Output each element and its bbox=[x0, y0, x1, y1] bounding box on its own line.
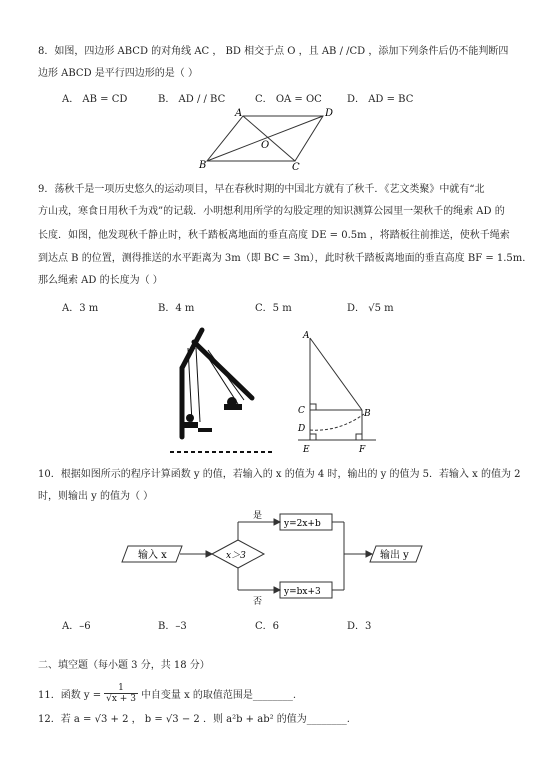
q8-option-c: C． OA = OC bbox=[255, 94, 322, 105]
q9-label-d: D bbox=[298, 424, 306, 434]
q11-suffix: 中自变量 x 的取值范围是________. bbox=[140, 689, 297, 701]
q8-option-b: B． AD / / BC bbox=[158, 94, 226, 105]
q9-geometry-figure bbox=[294, 330, 379, 458]
q9-line-4: 到达点 B 的位置，测得推送的水平距离为 3m（即 BC = 3m），此时秋千踏板离地面的垂直高度 BF = 1.5m． bbox=[38, 253, 533, 264]
q9-label-e: E bbox=[303, 445, 310, 455]
q8-option-d: D． AD = BC bbox=[347, 94, 414, 105]
q10-option-c: C．6 bbox=[255, 621, 280, 632]
flow-output-label: 输出 y bbox=[380, 550, 409, 561]
q11-prefix: 11．函数 y = bbox=[38, 689, 102, 701]
flow-condition-label: x＞3 bbox=[226, 551, 246, 561]
q10-line-1: 10．根据如图所示的程序计算函数 y 的值，若输入的 x 的值为 4 时，输出的 y 的值为 5．若输入 x 的值为 2 bbox=[38, 469, 521, 480]
q9-swing-illustration bbox=[168, 322, 278, 458]
q11-numerator: 1 bbox=[118, 682, 124, 693]
q11-line bbox=[38, 681, 296, 705]
q9-option-a: A．3 m bbox=[62, 303, 99, 314]
q8-label-c: C bbox=[292, 162, 300, 172]
q10-flowchart bbox=[118, 510, 428, 606]
q9-label-f: F bbox=[359, 445, 366, 455]
q9-label-b: B bbox=[364, 409, 371, 419]
q9-option-b: B．4 m bbox=[158, 303, 195, 314]
q8-option-a: A． AB = CD bbox=[62, 94, 128, 105]
q11-fraction bbox=[104, 683, 138, 704]
q10-option-d: D．3 bbox=[347, 621, 372, 632]
q9-option-d: D． √5 m bbox=[347, 303, 394, 314]
q8-line-1: 8．如图，四边形 ABCD 的对角线 AC ， BD 相交于点 O ，且 AB / /CD ，添加下列条件后仍不能判断四 bbox=[38, 46, 509, 57]
q10-option-b: B．–3 bbox=[158, 621, 187, 632]
flow-yes-label: 是 bbox=[253, 511, 263, 521]
q8-label-d: D bbox=[325, 108, 334, 119]
q9-label-c: C bbox=[298, 406, 305, 416]
q10-line-2: 时，则输出 y 的值为（ ） bbox=[38, 491, 154, 502]
q8-parallelogram-figure bbox=[195, 104, 345, 172]
q12-line: 12．若 a = √3 + 2 ， b = √3 − 2 ．则 a²b + ab² 的值为________. bbox=[38, 714, 350, 725]
flow-yes-formula: y=2x+b bbox=[284, 519, 321, 529]
q9-line-2: 方山戎，寒食日用秋千为戏”的记载．小明想利用所学的勾股定理的知识测算公园里一架秋千的绳索 AD 的 bbox=[38, 206, 505, 217]
q11-denominator: √x + 3 bbox=[106, 693, 136, 704]
flow-no-formula: y=bx+3 bbox=[284, 587, 321, 597]
q8-label-b: B bbox=[199, 160, 207, 171]
q9-option-c: C．5 m bbox=[255, 303, 292, 314]
section-2-title: 二、填空题（每小题 3 分，共 18 分） bbox=[38, 660, 210, 671]
q10-option-a: A．–6 bbox=[62, 621, 91, 632]
flow-input-label: 输入 x bbox=[138, 550, 167, 561]
q9-line-3: 长度．如图，他发现秋千静止时，秋千踏板离地面的垂直高度 DE = 0.5m ，将踏板往前推送，使秋千绳索 bbox=[38, 230, 510, 241]
flow-no-label: 否 bbox=[253, 597, 263, 606]
q8-label-o: O bbox=[261, 140, 270, 151]
q9-label-a: A bbox=[303, 331, 310, 341]
q8-label-a: A bbox=[235, 108, 243, 119]
q9-line-1: 9．荡秋千是一项历史悠久的运动项目，早在春秋时期的中国北方就有了秋千．《艺文类聚》中就有“北 bbox=[38, 184, 485, 195]
q9-line-5: 那么绳索 AD 的长度为（ ） bbox=[38, 275, 163, 286]
q8-line-2: 边形 ABCD 是平行四边形的是（ ） bbox=[38, 68, 198, 79]
